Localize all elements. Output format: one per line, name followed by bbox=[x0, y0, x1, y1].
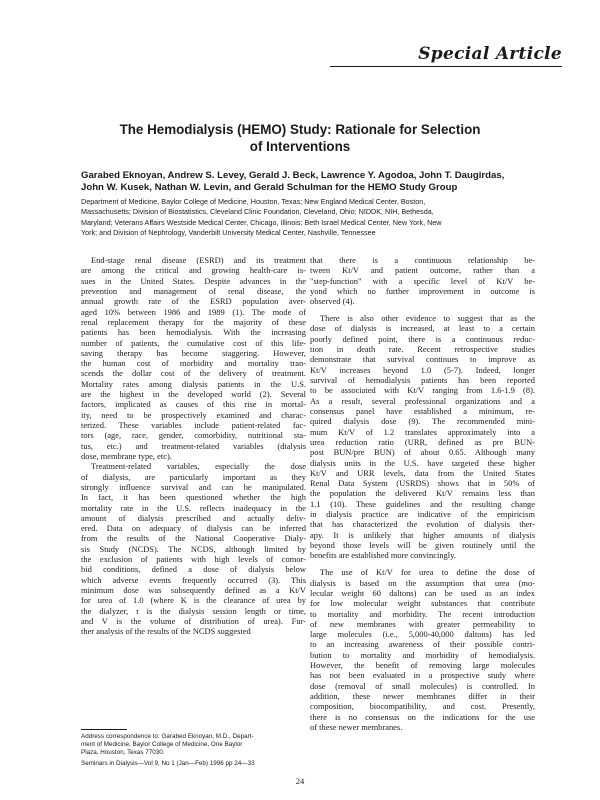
body-text-line: prevention and management of renal disease, the bbox=[81, 285, 306, 296]
body-text-line: saving therapy has become staggering. However, bbox=[81, 347, 306, 358]
body-text-line: of these newer membranes. bbox=[310, 721, 403, 732]
author-line: Garabed Eknoyan, Andrew S. Levey, Gerald J. Beck, Lawrence Y. Agodoa, John T. Daugirdas, bbox=[81, 170, 505, 181]
body-text-line: that has characterized the evolution of dialysis ther- bbox=[310, 519, 535, 530]
body-text-line: quired dialysis dose (9). The recommended mini- bbox=[310, 416, 535, 427]
affiliation-line: Maryland; Veterans Affairs Westside Medical Center, Chicago, Illinois; Beth Israel Medical Center, New York, New bbox=[81, 217, 442, 227]
footnote-rule bbox=[81, 729, 127, 730]
body-text-line: has not been evaluated in a prospective study where bbox=[310, 670, 535, 681]
author-list bbox=[81, 170, 551, 194]
body-text-line: End-stage renal disease (ESRD) and its treatment bbox=[91, 255, 306, 265]
body-text-line: composition, biocompatibility, and cost. Presently, bbox=[310, 701, 535, 712]
body-text-line: there is no consensus on the indications for the use bbox=[310, 711, 535, 722]
body-text-line: tus, etc.) and treatment-related variables (dialysis bbox=[81, 440, 306, 451]
body-text-line: lecular weight 60 daltons) can be used as an index bbox=[310, 587, 535, 598]
body-text-line: ther analysis of the results of the NCDS suggested bbox=[81, 626, 251, 637]
body-text-line: addition, these newer membranes differ in their bbox=[310, 691, 535, 701]
body-text-line: The use of Kt/V for urea to define the dose of bbox=[320, 567, 535, 578]
body-column-right bbox=[310, 255, 535, 732]
journal-citation: Seminars in Dialysis—Vol 9, No 1 (Jan—Feb) 1996 pp 24—33 bbox=[81, 759, 255, 767]
body-text-line: tion in death rate. Recent retrospective studies bbox=[310, 344, 535, 355]
body-text-line: In fact, it has been questioned whether the high bbox=[81, 492, 306, 503]
body-text-line: dose of dialysis is increased, at least to a certain bbox=[310, 323, 535, 334]
body-text-line: Treatment-related variables, especially the dose bbox=[91, 461, 306, 472]
body-text-line: for urea of 1.0 (where K is the clearance of urea by bbox=[81, 595, 306, 606]
body-text-line: aged 10% between 1986 and 1989 (1). The mode of bbox=[81, 306, 306, 317]
body-text-line: bution to mortality and morbidity of hemodialysis. bbox=[310, 649, 535, 660]
body-text-line: There is also other evidence to suggest that as the bbox=[320, 313, 535, 324]
body-text-line: patients has been hemodialysis. With the increasing bbox=[81, 327, 306, 338]
body-text-line: As a result, several professional organizations and a bbox=[310, 395, 535, 406]
body-text-line: survival of hemodialysis patients has been reported bbox=[310, 375, 535, 386]
body-text-line: dialysis is based on the assumption that urea (mo- bbox=[310, 577, 535, 588]
body-text-line: renal replacement therapy for the majority of these bbox=[81, 316, 306, 327]
body-text-line: sis Study (NCDS). The NCDS, although limited by bbox=[81, 543, 306, 554]
body-text-line: to mortality and morbidity. The recent introduction bbox=[310, 608, 535, 619]
correspondence-line: Address correspondence to: Garabed Eknoyan, M.D., Depart- bbox=[81, 733, 254, 740]
body-text-line: ity, need to be prospectively examined and charac- bbox=[81, 409, 306, 420]
body-text-line: that there is a continuous relationship be- bbox=[310, 255, 535, 265]
article-title bbox=[60, 121, 540, 155]
author-line: John W. Kusek, Nathan W. Levin, and Gerald Schulman for the HEMO Study Group bbox=[81, 182, 458, 193]
body-text-line: for low molecular weight substances that contribute bbox=[310, 598, 535, 609]
body-text-line: terized. These variables include patient-related fac- bbox=[81, 420, 306, 430]
body-column-left bbox=[81, 255, 306, 637]
body-text-line: Renal Data System (USRDS) shows that in 50% of bbox=[310, 478, 535, 489]
body-text-line: are the highest in the developed world (2). Several bbox=[81, 389, 306, 400]
body-text-line: factors, implicated as causes of this rise in mortal- bbox=[81, 399, 306, 410]
body-text-line: the population the delivered Kt/V remains less than bbox=[310, 488, 535, 499]
title-line: of Interventions bbox=[249, 139, 351, 154]
body-text-line: bid conditions, defined a dose of dialysis below bbox=[81, 564, 306, 575]
body-text-line: the exclusion of patients with high levels of comor- bbox=[81, 554, 306, 565]
body-text-line: and V is the volume of distribution of urea). Fur- bbox=[81, 615, 306, 626]
body-text-line: amount of dialysis prescribed and actually deliv- bbox=[81, 512, 306, 523]
body-text-line: the human cost of morbidity and mortality tran- bbox=[81, 358, 306, 369]
affiliations bbox=[81, 197, 556, 238]
body-text-line: urea reduction ratio (URR, defined as pre BUN- bbox=[310, 436, 535, 447]
body-text-line: scends the dollar cost of the delivery of treatment. bbox=[81, 368, 306, 379]
body-text-line: Mortality rates among dialysis patients in the U.S. bbox=[81, 378, 306, 389]
body-text-line: dose, membrane type, etc). bbox=[81, 450, 172, 461]
body-text-line: poorly defined point, there is a continuous reduc- bbox=[310, 333, 535, 344]
body-text-line: 1.1 (10). These guidelines and the resulting change bbox=[310, 498, 535, 509]
body-text-line: dose (removal of small molecules) is controlled. In bbox=[310, 680, 535, 691]
body-text-line: observed (4). bbox=[310, 296, 355, 307]
body-text-line: benefits are established more convincingly. bbox=[310, 550, 456, 561]
footnote bbox=[81, 733, 306, 768]
body-text-line: sues in the United States. Despite advances in the bbox=[81, 275, 306, 286]
body-text-line: minimum dose was subsequently defined as a Kt/V bbox=[81, 585, 306, 595]
body-text-line: are among the critical and growing health-care is- bbox=[81, 265, 306, 276]
section-label: Special Article bbox=[418, 44, 562, 64]
body-text-line: However, the benefit of removing large molecules bbox=[310, 660, 535, 671]
body-text-line: number of patients, the cumulative cost of this life- bbox=[81, 337, 306, 348]
body-text-line: which adverse events frequently occurred (3). This bbox=[81, 574, 306, 585]
body-text-line: beyond those levels will be given routinely until the bbox=[310, 540, 535, 551]
body-text-line: from the results of the National Cooperative Dialy- bbox=[81, 533, 306, 544]
correspondence-line: ment of Medicine, Baylor College of Medicine, One Baylor bbox=[81, 741, 243, 749]
body-text-line: apy. It is unlikely that higher amounts of dialysis bbox=[310, 529, 535, 540]
body-text-line: the dialyzer, t is the dialysis session length or time, bbox=[81, 605, 306, 616]
body-text-line: in dialysis practice are indicative of the empiricism bbox=[310, 509, 535, 520]
body-text-line: of dialysis, are particularly important as they bbox=[81, 471, 306, 482]
body-text-line: large molecules (i.e., 5,000-40,000 daltons) has led bbox=[310, 629, 535, 640]
page-number: 24 bbox=[295, 776, 305, 786]
body-text-line: annual growth rate of the ESRD population aver- bbox=[81, 296, 306, 307]
correspondence-line: Plaza, Houston, Texas 77030. bbox=[81, 749, 165, 757]
body-text-line: dialysis units in the U.S. have targeted these higher bbox=[310, 457, 535, 468]
body-text-line: Kt/V increases beyond 1.0 (5-7). Indeed, longer bbox=[310, 364, 535, 375]
body-text-line: post BUN/pre BUN) of about 0.65. Although many bbox=[310, 447, 535, 458]
body-text-line: mortality rate in the U.S. reflects inadequacy in the bbox=[81, 502, 306, 513]
affiliation-line: Massachusetts; Division of Biostatistics, Cleveland Clinic Foundation, Cleveland, Ohio; NIDDK, NIH, Bethesda, bbox=[81, 207, 434, 217]
title-line: The Hemodialysis (HEMO) Study: Rationale for Selection bbox=[119, 122, 481, 137]
body-text-line: yond which no further improvement in outcome is bbox=[310, 285, 535, 296]
body-text-line: ered. Data on adequacy of dialysis can be inferred bbox=[81, 523, 306, 534]
body-text-line: tors (age, race, gender, comorbidity, nutritional sta- bbox=[81, 430, 306, 441]
body-text-line: consensus panel have established a minimum, re- bbox=[310, 405, 535, 416]
section-rule bbox=[330, 66, 562, 67]
body-text-line: strongly influence survival and can be manipulated. bbox=[81, 481, 306, 492]
body-text-line: Kt/V and URR levels, data from the United States bbox=[310, 467, 535, 478]
body-text-line: to be associated with Kt/V ranging from 1.6-1.9 (8). bbox=[310, 385, 535, 396]
body-text-line: mum Kt/V of 1.2 translates approximately into a bbox=[310, 426, 535, 437]
body-text-line: tween Kt/V and patient outcome, rather than a bbox=[310, 265, 535, 276]
body-text-line: "step-function" with a specific level of Kt/V be- bbox=[310, 275, 535, 286]
body-text-line: demonstrate that survival continues to improve as bbox=[310, 354, 535, 365]
body-text-line: of new membranes with greater permeability to bbox=[310, 618, 535, 629]
affiliation-line: York; and Division of Nephrology, Vanderbilt University Medical Center, Nashville, Tennessee bbox=[81, 227, 376, 237]
body-text-line: to an increasing awareness of their possible contri- bbox=[310, 639, 535, 650]
affiliation-line: Department of Medicine, Baylor College of Medicine, Houston, Texas; New England Medical Center, Boston, bbox=[81, 197, 426, 206]
